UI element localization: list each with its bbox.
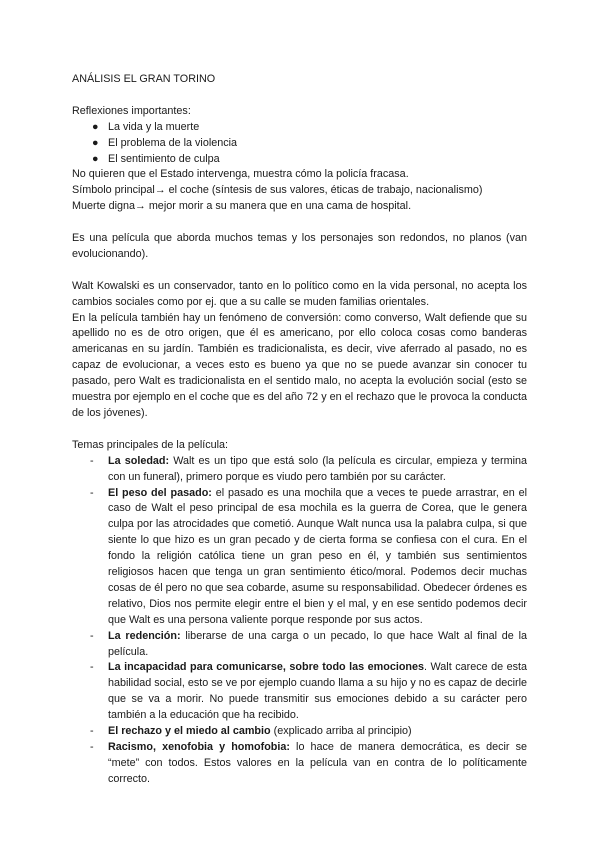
list-item: ● El problema de la violencia — [72, 136, 527, 152]
bullet-icon: ● — [92, 136, 99, 149]
bullet-icon: ● — [92, 152, 99, 165]
spacer — [72, 215, 527, 231]
document-body — [72, 72, 527, 788]
temas-list — [72, 454, 527, 788]
text-line: No quieren que el Estado intervenga, muestra cómo la policía fracasa. — [72, 168, 409, 181]
list-item: ● El sentimiento de culpa — [72, 152, 527, 168]
temas-heading: Temas principales de la película: — [72, 438, 229, 451]
text-line: Muerte digna→ mejor morir a su manera que en una cama de hospital. — [72, 200, 412, 213]
reflexiones-heading: Reflexiones importantes: — [72, 104, 191, 117]
list-item: ● La vida y la muerte — [72, 120, 527, 136]
dash-icon: - — [90, 454, 94, 467]
list-item: - La incapacidad para comunicarse, sobre todo las emociones. Walt carece de esta habilidad social, esto se ve por ejemplo cuando llama a su hijo y no es capaz de decirle que se va a morir. No puede transmitir sus emociones debido a su carácter pero también a la educación que ha recibido. — [90, 661, 527, 722]
reflexiones-list — [72, 120, 527, 168]
dash-icon: - — [90, 741, 94, 753]
bullet-icon: ● — [92, 120, 99, 133]
dash-icon: - — [90, 486, 94, 499]
document-title: ANÁLISIS EL GRAN TORINO — [72, 73, 216, 85]
dash-icon: - — [90, 725, 94, 738]
list-item: - Racismo, xenofobia y homofobia: lo hace de manera democrática, es decir se “mete” con todos. Estos valores en la película van en contra de lo políticamente correcto. — [90, 741, 527, 785]
dash-icon: - — [90, 629, 94, 642]
list-item: - La soledad: Walt es un tipo que está solo (la película es circular, empieza y termina con un funeral), primero porque es viudo pero también por su carácter. — [90, 454, 528, 483]
spacer — [72, 263, 527, 279]
text-line: Símbolo principal→ el coche (síntesis de sus valores, éticas de trabajo, nacionalismo) — [72, 184, 483, 197]
dash-icon: - — [90, 661, 94, 674]
list-item: - La redención: liberarse de una carga o un pecado, lo que hace Walt al final de la película. — [90, 629, 528, 658]
paragraph: Es una película que aborda muchos temas y los personajes son redondos, no planos (van evolucionando). — [72, 232, 527, 260]
list-item: - El rechazo y el miedo al cambio (explicado arriba al principio) — [72, 724, 527, 740]
spacer — [72, 422, 527, 438]
paragraph: Walt Kowalski es un conservador, tanto en lo político como en la vida personal, no acepta los cambios sociales como por ej. que a su calle se muden familias orientales. — [72, 279, 527, 308]
list-item: - El peso del pasado: el pasado es una mochila que a veces te puede arrastrar, en el caso de Walt el peso principal de esa mochila es la guerra de Corea, que le genera culpa por las atrocidades que cometió. Aunque Walt nunca usa la palabra culpa, si que siente lo que hizo es un gran pecado y de cierta forma se confiesa con el cura. En el fondo la religión católica tiene un gran peso en él, y también sus sentimientos religiosos hacen que tenga un gran sentimiento ético/moral. Podemos decir muchas cosas de él pero no que sea cobarde, asume su responsabilidad. Obedecer órdenes es relativo, Dios nos permite elegir entre el bien y el mal, y en ese sentido podemos decir que Walt es una persona valiente porque responde por sus actos. — [90, 486, 527, 626]
paragraph: En la película también hay un fenómeno de conversión: como converso, Walt defiende que su apellido no es de otro origen, que él es americano, por ello coloca cosas como banderas americanas en su jardín. También es tradicionalista, es decir, vive aferrado al pasado, no es capaz de evolucionar, a veces esto es bueno ya que no se puede avanzar sin conocer tu pasado, pero Walt es tradicionalista en el sentido malo, no acepta la evolución social (esto se muestra por ejemplo en el coche que es del año 72 y en el rechazo que le provoca la conducta de los jóvenes). — [72, 311, 527, 419]
